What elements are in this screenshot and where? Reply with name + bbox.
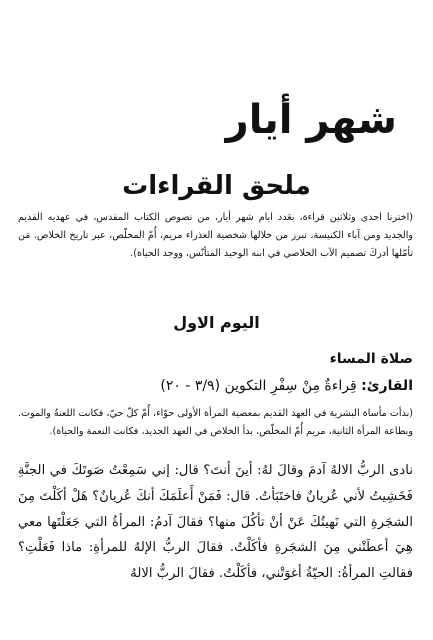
reading-intro-paragraph: (بدأت مأساة البشرية في العهد القديم بمعصية المرأة الأولى حوّاء، أُمّ كلّ حيّ، فكانت اللعنةُ والموت. وبطاعة المرأة الثانية، مريم أُمّ المخلّص، بدأ الخلاص في العهد الجديد، فكانت النعمة والحياة). bbox=[18, 408, 413, 437]
reader-label: القارئ: bbox=[361, 378, 413, 394]
intro-paragraph: (اخترنا احدى وثلاثين قراءة، بعَدد ايام شهر أيار، من نصوص الكتاب المقدس، في عهديه القديم والجديد ومن آباء الكنيسة، تبرز من خلالها شخصية العذراء مريم، أُمّ المخلّص، عبر تاريخ الخلاص. مَن تأمّلها أدركَ تصميم الآب الخلاصي في ابنه الوحيد المتأنّس، ووجد الحياة). bbox=[18, 212, 413, 259]
prayer-title: صلاة المساء bbox=[329, 351, 413, 367]
reading-reference: قِراءةٌ مِنْ سِفْرِ التكوين (٣/٩ - ٢٠) bbox=[160, 378, 357, 394]
section-title: ملحق القراءات bbox=[122, 171, 311, 201]
reading-line bbox=[18, 375, 413, 397]
month-title: شهر أيار bbox=[225, 97, 397, 143]
scripture-text: نادى الربُّ الالهُ آدمَ وقالَ لهُ: أينَ أنتَ؟ قال: إني سَمِعْتُ صَوتَكَ في الجنَّةِ فَخَشِيتُ لأني عُريانٌ فاختَبَأتُ. قال: فَمَنْ أَعلَمَكَ أنكَ عُريانٌ؟ هَلْ أكَلْتَ مِنَ الشجَرةِ التي نَهيتُكَ عَنْ أنْ تأكُلَ منها؟ فقالَ آدمُ: المرأةُ التي جَعَلْتَها معي هِيَ أعطَتْني مِنَ الشجَرةِ فأكَلْتُ. فقالَ الربُّ الإلهُ للمرأةِ: ماذا فَعَلْتِ؟ فقالتِ المرأةُ: الحيّةُ أغوَتْني، فأكَلْتُ. فقالَ الربُّ الالهُ bbox=[18, 463, 413, 582]
day-title: اليوم الاول bbox=[173, 313, 260, 332]
